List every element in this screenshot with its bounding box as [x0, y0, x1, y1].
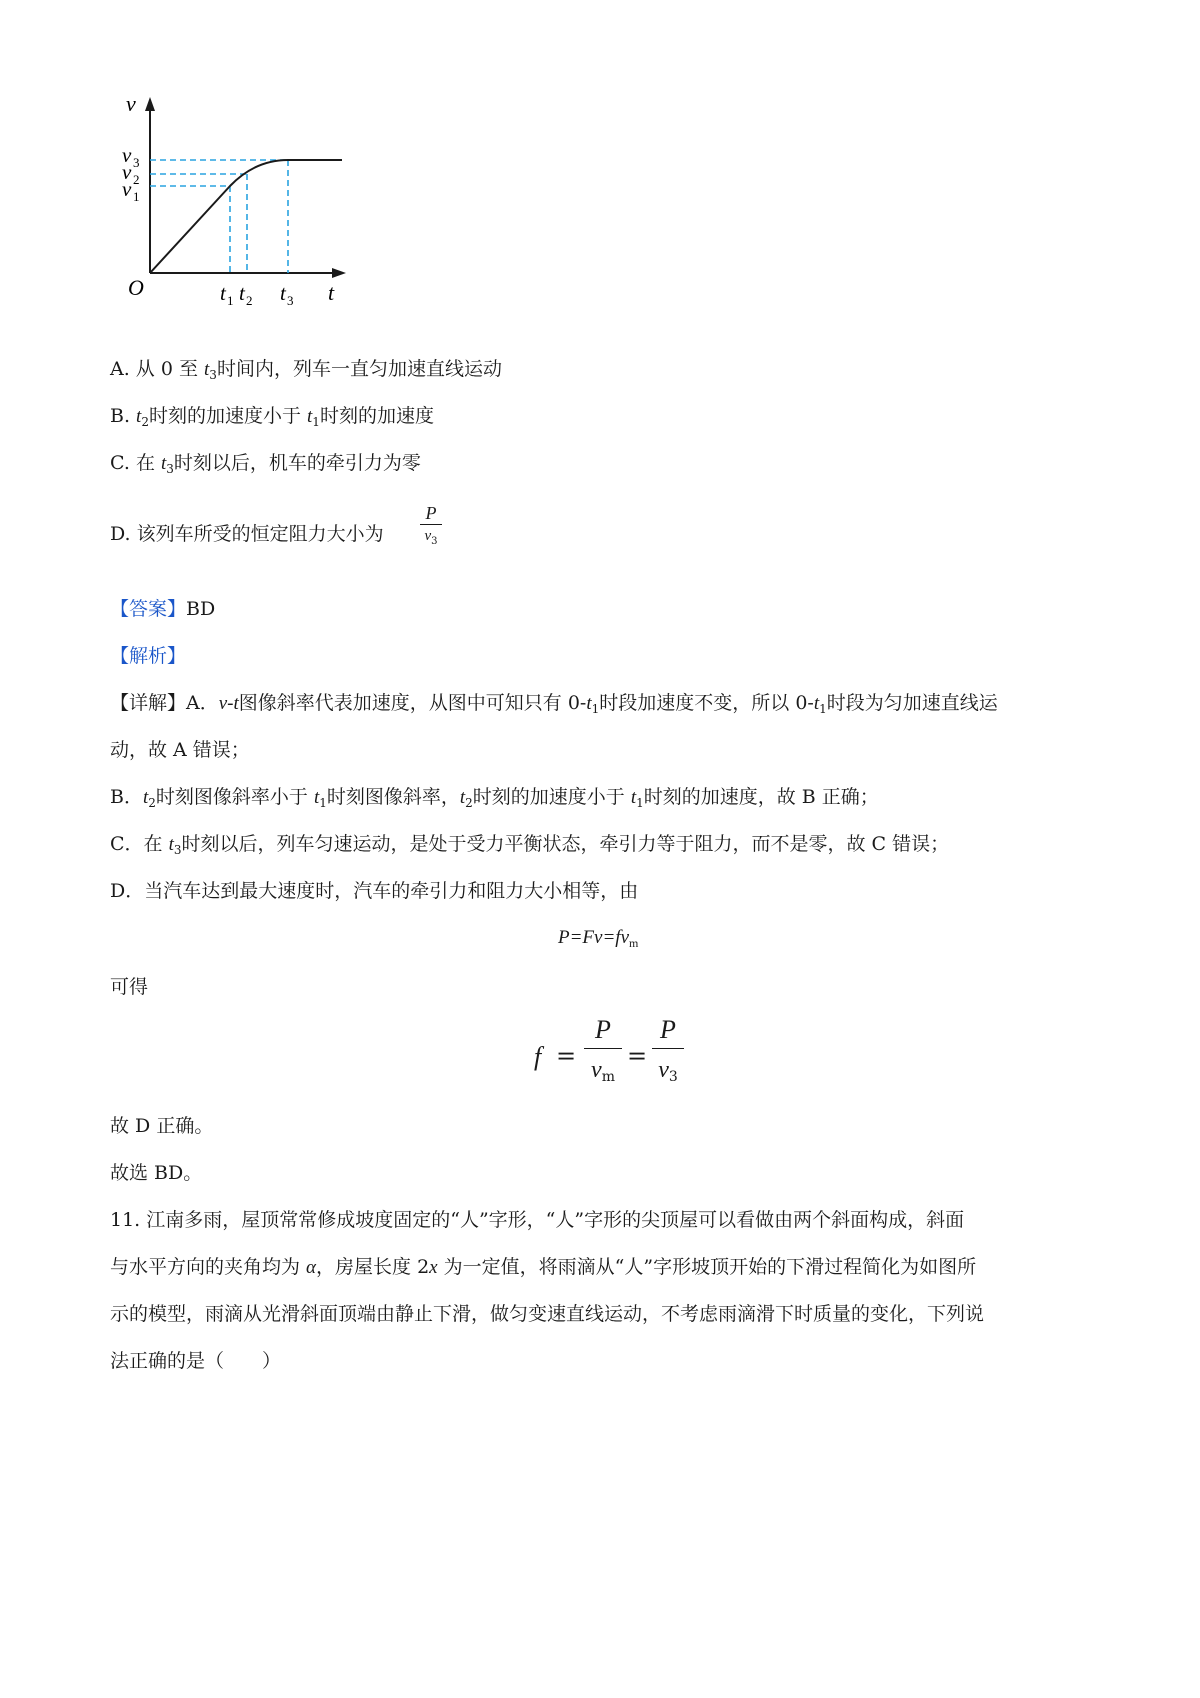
q11-line1: 11. 江南多雨，屋顶常常修成坡度固定的“人”字形，“人”字形的尖顶屋可以看做由两个斜面构成，斜面	[110, 1209, 965, 1231]
t1-label	[220, 281, 234, 308]
svg-text:t: t	[239, 281, 245, 305]
velocity-curve	[150, 160, 342, 273]
guide-lines	[150, 160, 288, 273]
kede-line: 可得	[110, 976, 149, 998]
svg-text:v: v	[122, 177, 132, 201]
detail-d-conclusion: 故 D 正确。	[110, 1115, 214, 1137]
svg-text:1: 1	[133, 189, 140, 204]
svg-text:3: 3	[287, 293, 294, 308]
equation-power: $P=Fv=fv_m$	[558, 927, 639, 950]
detail-c: C．在 $t_3$时刻以后，列车匀速运动，是处于受力平衡状态，牵引力等于阻力，而不是零，故 C 错误；	[110, 833, 950, 857]
vt-graph	[120, 95, 380, 335]
v-axis-arrow	[145, 97, 155, 111]
option-b: B. $t_2$时刻的加速度小于 $t_1$时刻的加速度	[110, 405, 434, 429]
option-d-fraction: P $v_3$	[420, 502, 442, 552]
t2-label	[239, 281, 253, 308]
option-a: A. 从 0 至 $t_3$时间内，列车一直匀加速直线运动	[110, 358, 502, 382]
equation-resistance: f = P $v_m$ = P $v_3$	[530, 1012, 690, 1112]
detail-a-line1: 【详解】A．v-t图像斜率代表加速度，从图中可知只有 $0-t_1$时段加速度不变，所以 $0-t_1$时段为匀加速直线运	[110, 692, 998, 716]
q11-line4: 法正确的是（ ）	[110, 1350, 282, 1372]
option-d: D. 该列车所受的恒定阻力大小为	[110, 523, 384, 545]
option-c: C. 在 $t_3$时刻以后，机车的牵引力为零	[110, 452, 421, 476]
t-axis-label: t	[328, 280, 335, 305]
answer-line: 【答案】BD	[110, 598, 216, 620]
svg-text:1: 1	[227, 293, 234, 308]
detail-b: B．$t_2$时刻图像斜率小于 $t_1$时刻图像斜率，$t_2$时刻的加速度小于 $t_1$时刻的加速度，故 B 正确；	[110, 786, 879, 810]
detail-d: D．当汽车达到最大速度时，汽车的牵引力和阻力大小相等，由	[110, 880, 639, 902]
q11-line2: 与水平方向的夹角均为 α，房屋长度 2x 为一定值，将雨滴从“人”字形坡顶开始的下滑过程简化为如图所	[110, 1256, 977, 1278]
detail-a-line2: 动，故 A 错误；	[110, 739, 250, 761]
svg-text:v: v	[122, 143, 132, 167]
q11-line3: 示的模型，雨滴从光滑斜面顶端由静止下滑，做匀变速直线运动，不考虑雨滴滑下时质量的变化，下列说	[110, 1303, 985, 1325]
svg-text:t: t	[220, 281, 226, 305]
svg-text:2: 2	[133, 172, 140, 187]
final-answer: 故选 BD。	[110, 1162, 203, 1184]
svg-text:v: v	[122, 160, 132, 184]
svg-text:t: t	[280, 281, 286, 305]
t3-label	[280, 281, 294, 308]
svg-text:3: 3	[133, 155, 140, 170]
origin-label: O	[128, 275, 144, 300]
svg-text:2: 2	[246, 293, 253, 308]
v-axis-label: v	[126, 95, 136, 116]
t-axis-arrow	[332, 268, 346, 278]
analysis-heading: 【解析】	[110, 645, 187, 667]
